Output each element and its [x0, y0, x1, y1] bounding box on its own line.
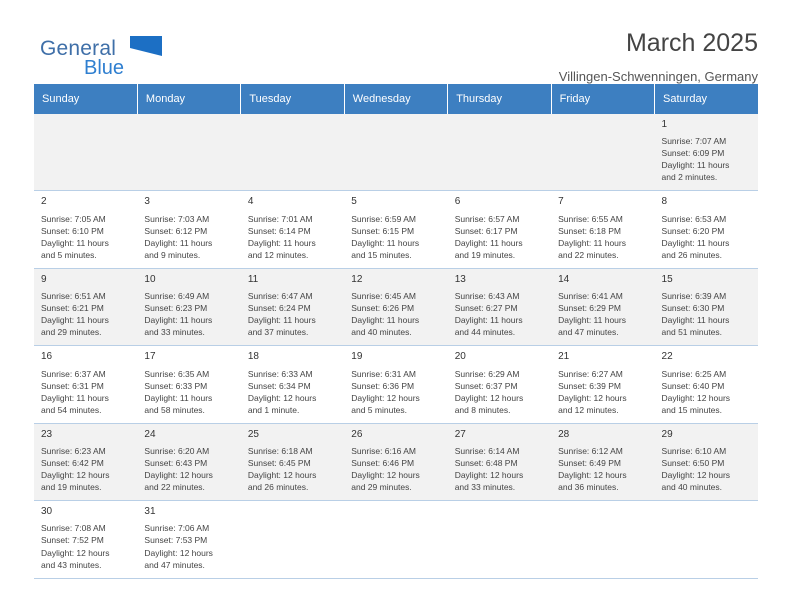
sunset-text: Sunset: 6:31 PM: [41, 380, 104, 391]
day-number: 29: [661, 428, 673, 440]
sunset-text: Sunset: 6:24 PM: [247, 303, 311, 314]
sunset-text: Sunset: 6:42 PM: [41, 458, 104, 468]
sunrise-text: Sunrise: 6:55 AM: [558, 213, 623, 224]
day-number: 14: [558, 273, 570, 285]
sunrise-text: Sunrise: 6:57 AM: [454, 213, 520, 224]
sunset-text: Sunset: 6:12 PM: [144, 225, 208, 236]
day-cell[interactable]: [655, 346, 758, 423]
sunset-text: Sunset: 6:10 PM: [41, 225, 104, 236]
daylight-text-line2: and 1 minute.: [247, 404, 300, 415]
sunset-text: Sunset: 6:09 PM: [661, 148, 725, 159]
daylight-text-line2: and 15 minutes.: [351, 249, 412, 260]
weekday-header-sunday: Sunday: [34, 84, 137, 114]
daylight-text-line1: Daylight: 12 hours: [661, 470, 731, 481]
sunset-text: Sunset: 6:15 PM: [351, 225, 415, 236]
sunset-text: Sunset: 6:23 PM: [144, 303, 208, 314]
sunset-text: Sunset: 6:17 PM: [454, 225, 518, 236]
day-number: 12: [351, 273, 363, 285]
daylight-text-line2: and 58 minutes.: [144, 404, 205, 415]
sunset-text: Sunset: 6:39 PM: [558, 380, 621, 391]
sunrise-text: Sunrise: 7:07 AM: [661, 136, 727, 147]
daylight-text-line1: Daylight: 11 hours: [144, 315, 213, 326]
day-number: 22: [661, 351, 673, 363]
day-cell[interactable]: [551, 423, 654, 500]
calendar-week-row: [34, 268, 758, 345]
daylight-text-line1: Daylight: 11 hours: [351, 315, 420, 326]
daylight-text-line1: Daylight: 12 hours: [558, 392, 627, 403]
day-cell: [344, 501, 447, 578]
daylight-text-line1: Daylight: 12 hours: [661, 392, 731, 403]
sunrise-text: Sunrise: 6:10 AM: [661, 445, 727, 456]
sunrise-text: Sunrise: 6:53 AM: [661, 213, 727, 224]
daylight-text-line2: and 43 minutes.: [41, 559, 102, 570]
daylight-text-line1: Daylight: 11 hours: [41, 237, 109, 248]
daylight-text-line1: Daylight: 11 hours: [558, 237, 626, 248]
day-number: 31: [144, 506, 156, 518]
day-number: 17: [144, 351, 156, 363]
day-cell[interactable]: [344, 191, 447, 268]
sunrise-text: Sunrise: 6:45 AM: [351, 291, 416, 302]
day-cell[interactable]: [551, 346, 654, 423]
day-cell[interactable]: [137, 191, 240, 268]
weekday-header-row: [34, 84, 758, 114]
daylight-text-line1: Daylight: 11 hours: [558, 315, 626, 326]
sunrise-text: Sunrise: 7:08 AM: [41, 523, 106, 534]
day-number: 24: [144, 428, 156, 440]
weekday-header-friday: Friday: [551, 84, 654, 114]
day-number: 27: [454, 428, 466, 440]
daylight-text-line2: and 26 minutes.: [247, 482, 309, 493]
sunset-text: Sunset: 6:40 PM: [661, 380, 725, 391]
day-cell[interactable]: [344, 268, 447, 345]
calendar-body: [34, 114, 758, 578]
sunset-text: Sunset: 6:50 PM: [661, 458, 725, 468]
day-cell[interactable]: [241, 191, 344, 268]
daylight-text-line1: Daylight: 11 hours: [144, 392, 213, 403]
daylight-text-line2: and 51 minutes.: [661, 327, 723, 338]
calendar-week-row: [34, 346, 758, 423]
daylight-text-line2: and 22 minutes.: [144, 482, 205, 493]
sunset-text: Sunset: 6:49 PM: [558, 458, 621, 468]
day-number: 30: [41, 506, 53, 518]
day-cell[interactable]: [137, 268, 240, 345]
daylight-text-line2: and 36 minutes.: [558, 482, 619, 493]
daylight-text-line1: Daylight: 12 hours: [144, 547, 213, 558]
sunset-text: Sunset: 6:26 PM: [351, 303, 415, 314]
daylight-text-line2: and 19 minutes.: [454, 249, 516, 260]
day-number: 15: [661, 273, 673, 285]
day-cell: [551, 114, 654, 191]
daylight-text-line1: Daylight: 11 hours: [247, 237, 316, 248]
logo-general-text: General: [40, 37, 117, 60]
daylight-text-line1: Daylight: 12 hours: [454, 470, 524, 481]
daylight-text-line1: Daylight: 11 hours: [144, 237, 213, 248]
sunrise-text: Sunrise: 7:01 AM: [247, 213, 313, 224]
sunset-text: Sunset: 6:20 PM: [661, 225, 725, 236]
day-cell[interactable]: [448, 423, 551, 500]
sunset-text: Sunset: 6:33 PM: [144, 380, 208, 391]
sunset-text: Sunset: 6:37 PM: [454, 380, 518, 391]
day-number: 11: [247, 273, 259, 285]
daylight-text-line1: Daylight: 12 hours: [351, 392, 420, 403]
daylight-text-line1: Daylight: 11 hours: [454, 237, 523, 248]
day-cell[interactable]: [34, 501, 137, 578]
day-number: 20: [454, 351, 466, 363]
page-header: [34, 0, 758, 84]
sunrise-text: Sunrise: 6:12 AM: [558, 445, 623, 456]
weekday-header-monday: Monday: [137, 84, 240, 114]
day-number: 16: [41, 351, 53, 363]
day-cell: [241, 114, 344, 191]
sunrise-text: Sunrise: 6:25 AM: [661, 368, 727, 379]
sunrise-text: Sunrise: 6:41 AM: [558, 291, 623, 302]
day-cell[interactable]: [655, 423, 758, 500]
calendar-week-row: [34, 191, 758, 268]
day-cell[interactable]: [241, 423, 344, 500]
daylight-text-line1: Daylight: 12 hours: [247, 392, 317, 403]
day-number: 3: [144, 196, 150, 208]
daylight-text-line1: Daylight: 12 hours: [41, 470, 110, 481]
day-cell: [34, 114, 137, 191]
daylight-text-line1: Daylight: 12 hours: [247, 470, 317, 481]
day-number: 6: [454, 196, 461, 208]
daylight-text-line2: and 33 minutes.: [454, 482, 516, 493]
sunrise-text: Sunrise: 6:31 AM: [351, 368, 416, 379]
day-cell[interactable]: [448, 268, 551, 345]
sunrise-text: Sunrise: 6:59 AM: [351, 213, 416, 224]
day-number: 1: [661, 119, 668, 130]
day-cell: [344, 114, 447, 191]
sunrise-text: Sunrise: 6:51 AM: [41, 291, 106, 302]
calendar-week-row: [34, 114, 758, 191]
daylight-text-line1: Daylight: 11 hours: [41, 392, 109, 403]
sunset-text: Sunset: 6:34 PM: [247, 380, 311, 391]
daylight-text-line2: and 40 minutes.: [661, 482, 723, 493]
daylight-text-line1: Daylight: 12 hours: [558, 470, 627, 481]
daylight-text-line2: and 54 minutes.: [41, 404, 102, 415]
sunrise-text: Sunrise: 6:23 AM: [41, 445, 106, 456]
sunrise-text: Sunrise: 6:29 AM: [454, 368, 520, 379]
daylight-text-line2: and 15 minutes.: [661, 404, 723, 415]
day-cell: [137, 114, 240, 191]
day-cell[interactable]: [344, 423, 447, 500]
daylight-text-line2: and 9 minutes.: [144, 249, 201, 260]
day-cell[interactable]: [448, 191, 551, 268]
weekday-header-thursday: Thursday: [448, 84, 551, 114]
day-number: 18: [247, 351, 259, 363]
daylight-text-line1: Daylight: 12 hours: [41, 547, 110, 558]
daylight-text-line2: and 47 minutes.: [558, 327, 619, 338]
day-cell[interactable]: [655, 268, 758, 345]
daylight-text-line2: and 37 minutes.: [247, 327, 309, 338]
daylight-text-line1: Daylight: 11 hours: [661, 315, 730, 326]
sunrise-text: Sunrise: 7:05 AM: [41, 213, 106, 224]
day-cell[interactable]: [344, 346, 447, 423]
day-number: 28: [558, 428, 570, 440]
daylight-text-line2: and 47 minutes.: [144, 559, 205, 570]
day-number: 7: [558, 196, 564, 208]
sunrise-text: Sunrise: 6:43 AM: [454, 291, 520, 302]
daylight-text-line2: and 5 minutes.: [351, 404, 408, 415]
daylight-text-line1: Daylight: 11 hours: [661, 237, 730, 248]
sunrise-text: Sunrise: 6:16 AM: [351, 445, 416, 456]
sunrise-text: Sunrise: 6:14 AM: [454, 445, 520, 456]
day-cell: [241, 501, 344, 578]
sunset-text: Sunset: 6:36 PM: [351, 380, 415, 391]
sunrise-text: Sunrise: 6:33 AM: [247, 368, 313, 379]
daylight-text-line1: Daylight: 11 hours: [454, 315, 523, 326]
flag-icon: [130, 36, 162, 56]
daylight-text-line2: and 44 minutes.: [454, 327, 516, 338]
title-block: [559, 28, 758, 84]
sunset-text: Sunset: 6:27 PM: [454, 303, 518, 314]
day-cell[interactable]: [655, 191, 758, 268]
day-number: 2: [41, 196, 47, 208]
day-cell[interactable]: [34, 268, 137, 345]
day-cell[interactable]: [551, 268, 654, 345]
day-number: 13: [454, 273, 466, 285]
day-cell[interactable]: [34, 191, 137, 268]
day-cell: [448, 114, 551, 191]
sunset-text: Sunset: 7:52 PM: [41, 535, 104, 546]
daylight-text-line2: and 29 minutes.: [351, 482, 412, 493]
day-cell[interactable]: [137, 501, 240, 578]
day-cell[interactable]: [551, 191, 654, 268]
daylight-text-line1: Daylight: 12 hours: [144, 470, 213, 481]
day-number: 10: [144, 273, 156, 285]
day-cell[interactable]: [241, 346, 344, 423]
day-number: 19: [351, 351, 363, 363]
daylight-text-line2: and 5 minutes.: [41, 249, 97, 260]
sunset-text: Sunset: 6:29 PM: [558, 303, 621, 314]
day-cell[interactable]: [34, 346, 137, 423]
day-cell: [655, 501, 758, 578]
daylight-text-line2: and 12 minutes.: [247, 249, 309, 260]
daylight-text-line2: and 40 minutes.: [351, 327, 412, 338]
calendar-week-row: [34, 423, 758, 500]
daylight-text-line1: Daylight: 12 hours: [454, 392, 524, 403]
daylight-text-line2: and 29 minutes.: [41, 327, 102, 338]
sunset-text: Sunset: 6:14 PM: [247, 225, 311, 236]
day-cell[interactable]: [655, 114, 758, 191]
sunset-text: Sunset: 6:48 PM: [454, 458, 518, 468]
day-cell: [448, 501, 551, 578]
daylight-text-line2: and 22 minutes.: [558, 249, 619, 260]
daylight-text-line2: and 26 minutes.: [661, 249, 723, 260]
daylight-text-line1: Daylight: 11 hours: [661, 160, 730, 171]
sunrise-text: Sunrise: 6:35 AM: [144, 368, 210, 379]
daylight-text-line1: Daylight: 11 hours: [41, 315, 109, 326]
day-cell[interactable]: [137, 346, 240, 423]
sunrise-sunset-calendar: [34, 84, 758, 579]
page-title: March 2025: [625, 29, 758, 57]
daylight-text-line2: and 2 minutes.: [661, 172, 718, 183]
logo-blue-text: Blue: [84, 57, 125, 79]
day-number: 9: [41, 273, 47, 285]
sunrise-text: Sunrise: 7:03 AM: [144, 213, 210, 224]
daylight-text-line2: and 8 minutes.: [454, 404, 511, 415]
daylight-text-line2: and 12 minutes.: [558, 404, 619, 415]
weekday-header-tuesday: Tuesday: [241, 84, 344, 114]
weekday-header-wednesday: Wednesday: [344, 84, 447, 114]
day-number: 8: [661, 196, 668, 208]
day-number: 4: [247, 196, 254, 208]
day-number: 26: [351, 428, 363, 440]
daylight-text-line2: and 33 minutes.: [144, 327, 205, 338]
sunrise-text: Sunrise: 6:20 AM: [144, 445, 210, 456]
day-number: 5: [351, 196, 357, 208]
day-cell[interactable]: [34, 423, 137, 500]
sunrise-text: Sunrise: 6:27 AM: [558, 368, 623, 379]
day-number: 23: [41, 428, 53, 440]
sunrise-text: Sunrise: 7:06 AM: [144, 523, 210, 534]
daylight-text-line1: Daylight: 11 hours: [247, 315, 316, 326]
daylight-text-line1: Daylight: 11 hours: [351, 237, 420, 248]
location-subtitle: Villingen-Schwenningen, Germany: [558, 68, 758, 84]
sunset-text: Sunset: 6:30 PM: [661, 303, 725, 314]
weekday-header-saturday: Saturday: [655, 84, 758, 114]
sunset-text: Sunset: 6:45 PM: [247, 458, 311, 468]
sunset-text: Sunset: 7:53 PM: [144, 535, 208, 546]
sunset-text: Sunset: 6:18 PM: [558, 225, 621, 236]
sunset-text: Sunset: 6:21 PM: [41, 303, 104, 314]
day-cell: [551, 501, 654, 578]
sunrise-text: Sunrise: 6:49 AM: [144, 291, 210, 302]
day-cell[interactable]: [448, 346, 551, 423]
sunset-text: Sunset: 6:43 PM: [144, 458, 208, 468]
sunset-text: Sunset: 6:46 PM: [351, 458, 415, 468]
sunrise-text: Sunrise: 6:47 AM: [247, 291, 313, 302]
sunrise-text: Sunrise: 6:39 AM: [661, 291, 727, 302]
calendar-week-row: [34, 501, 758, 578]
day-cell[interactable]: [137, 423, 240, 500]
daylight-text-line2: and 19 minutes.: [41, 482, 102, 493]
sunrise-text: Sunrise: 6:18 AM: [247, 445, 313, 456]
sunrise-text: Sunrise: 6:37 AM: [41, 368, 106, 379]
day-cell[interactable]: [241, 268, 344, 345]
daylight-text-line1: Daylight: 12 hours: [351, 470, 420, 481]
day-number: 21: [558, 351, 570, 363]
general-blue-logo[interactable]: [34, 28, 184, 80]
day-number: 25: [247, 428, 259, 440]
